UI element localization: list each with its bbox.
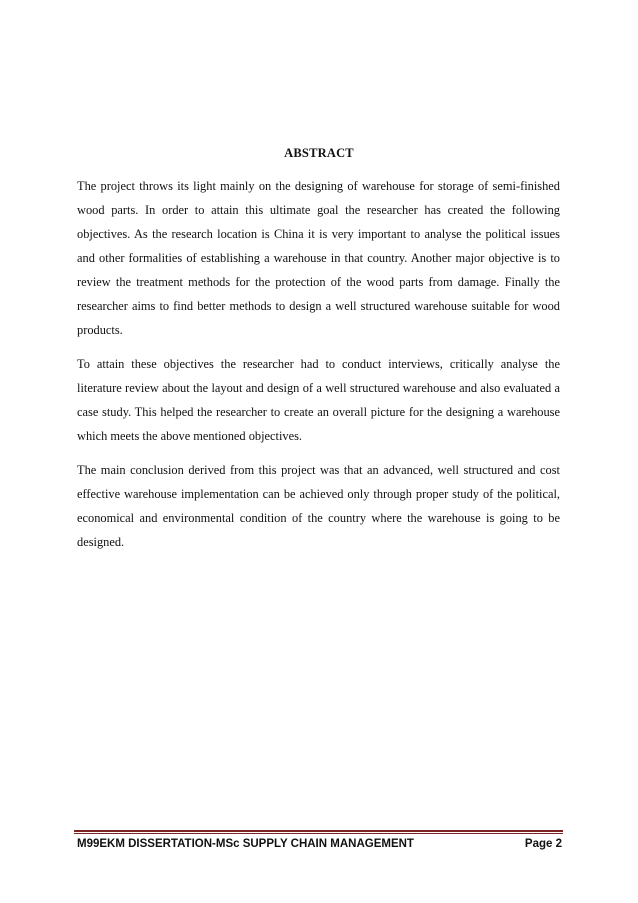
- footer-rule-secondary: [74, 833, 563, 834]
- page-footer: [77, 838, 562, 850]
- abstract-paragraph-2: To attain these objectives the researcher had to conduct interviews, critically analyse the literature review about the layout and design of a well structured warehouse and also evaluated a case study. This helped the researcher to create an overall picture for the designing a warehouse which meets the above mentioned objectives.: [77, 357, 560, 443]
- footer-title: M99EKM DISSERTATION-MSc SUPPLY CHAIN MANAGEMENT: [77, 838, 414, 850]
- footer-rule: [74, 830, 563, 832]
- abstract-paragraph-1: The project throws its light mainly on the designing of warehouse for storage of semi-finished wood parts. In order to attain this ultimate goal the researcher has created the following objectives. As the research location is China it is very important to analyse the political issues and other formalities of establishing a warehouse in that country. Another major objective is to review the treatment methods for the protection of the wood parts from damage. Finally the researcher aims to find better methods to design a well structured warehouse suitable for wood products.: [77, 179, 560, 337]
- abstract-heading: ABSTRACT: [284, 146, 354, 160]
- page-number: Page 2: [524, 838, 562, 850]
- abstract-paragraph-3: The main conclusion derived from this project was that an advanced, well structured and cost effective warehouse implementation can be achieved only through proper study of the political, economical and environmental condition of the country where the warehouse is going to be designed.: [77, 463, 560, 549]
- abstract-body: [77, 174, 560, 564]
